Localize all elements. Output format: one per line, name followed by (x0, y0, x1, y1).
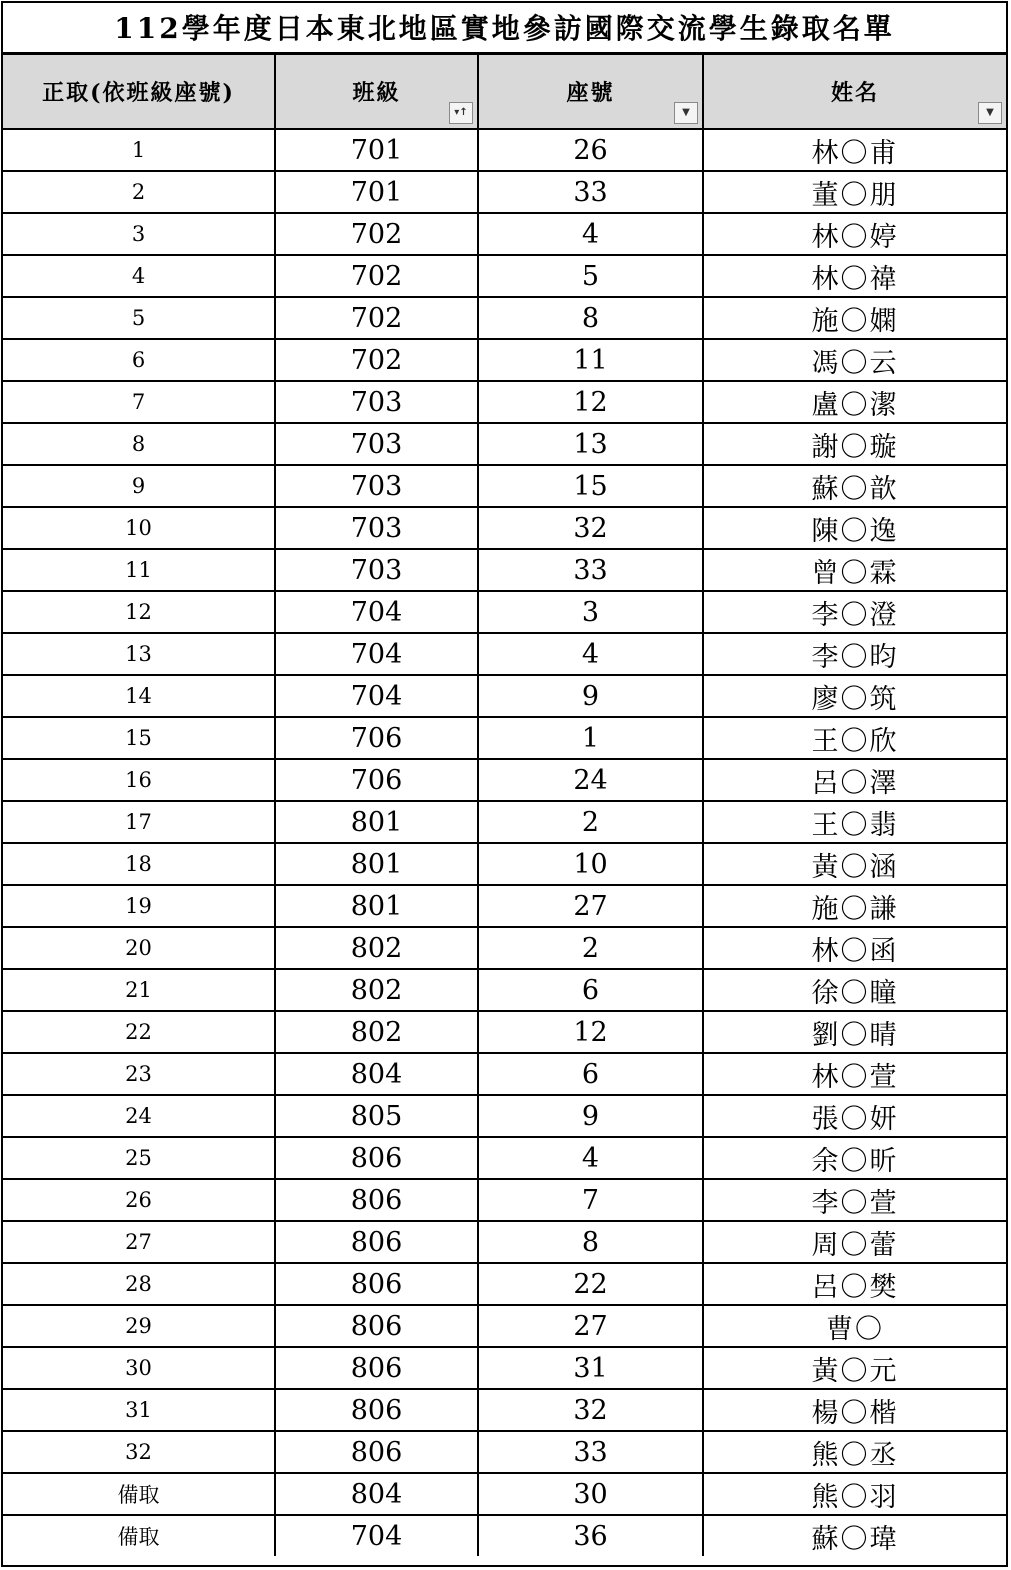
cell-order: 1 (3, 129, 275, 171)
table-row (3, 1053, 1006, 1095)
cell-order: 23 (3, 1053, 275, 1095)
cell-seat: 8 (478, 297, 703, 339)
cell-class: 702 (275, 297, 478, 339)
cell-seat: 11 (478, 339, 703, 381)
cell-name: 廖〇筑 (703, 675, 1006, 717)
cell-class: 805 (275, 1095, 478, 1137)
cell-order: 2 (3, 171, 275, 213)
cell-name: 蘇〇瑋 (703, 1515, 1006, 1556)
cell-order: 26 (3, 1179, 275, 1221)
cell-name: 馮〇云 (703, 339, 1006, 381)
cell-seat: 13 (478, 423, 703, 465)
cell-seat: 31 (478, 1347, 703, 1389)
cell-order: 12 (3, 591, 275, 633)
cell-class: 701 (275, 129, 478, 171)
cell-order: 15 (3, 717, 275, 759)
cell-name: 張〇妍 (703, 1095, 1006, 1137)
table-row (3, 1095, 1006, 1137)
cell-class: 706 (275, 759, 478, 801)
table-row (3, 633, 1006, 675)
cell-order: 3 (3, 213, 275, 255)
cell-name: 王〇欣 (703, 717, 1006, 759)
cell-name: 曹〇 (703, 1305, 1006, 1347)
cell-name: 林〇婷 (703, 213, 1006, 255)
header-label: 班級 (352, 80, 401, 106)
table-row (3, 1137, 1006, 1179)
table-row (3, 1389, 1006, 1431)
cell-class: 806 (275, 1263, 478, 1305)
cell-order: 備取 (3, 1515, 275, 1556)
cell-order: 16 (3, 759, 275, 801)
cell-name: 王〇翡 (703, 801, 1006, 843)
cell-name: 余〇昕 (703, 1137, 1006, 1179)
table-row (3, 129, 1006, 171)
cell-name: 熊〇丞 (703, 1431, 1006, 1473)
cell-seat: 15 (478, 465, 703, 507)
cell-order: 30 (3, 1347, 275, 1389)
cell-seat: 2 (478, 927, 703, 969)
cell-seat: 27 (478, 885, 703, 927)
cell-seat: 26 (478, 129, 703, 171)
cell-order: 22 (3, 1011, 275, 1053)
cell-class: 704 (275, 633, 478, 675)
cell-seat: 32 (478, 507, 703, 549)
cell-seat: 32 (478, 1389, 703, 1431)
table-row (3, 759, 1006, 801)
cell-order: 24 (3, 1095, 275, 1137)
cell-class: 802 (275, 927, 478, 969)
cell-seat: 22 (478, 1263, 703, 1305)
table-row (3, 507, 1006, 549)
cell-seat: 6 (478, 1053, 703, 1095)
table-row (3, 171, 1006, 213)
table-row (3, 465, 1006, 507)
table-row (3, 1011, 1006, 1053)
table-row (3, 381, 1006, 423)
cell-name: 周〇蕾 (703, 1221, 1006, 1263)
cell-seat: 9 (478, 675, 703, 717)
cell-class: 706 (275, 717, 478, 759)
cell-order: 28 (3, 1263, 275, 1305)
cell-name: 董〇朋 (703, 171, 1006, 213)
cell-seat: 12 (478, 381, 703, 423)
cell-name: 李〇澄 (703, 591, 1006, 633)
cell-order: 10 (3, 507, 275, 549)
cell-order: 4 (3, 255, 275, 297)
header-row (3, 55, 1006, 129)
cell-name: 盧〇潔 (703, 381, 1006, 423)
table-row (3, 339, 1006, 381)
table-row (3, 1347, 1006, 1389)
cell-order: 19 (3, 885, 275, 927)
cell-name: 呂〇樊 (703, 1263, 1006, 1305)
cell-class: 704 (275, 675, 478, 717)
table-row (3, 1473, 1006, 1515)
cell-seat: 4 (478, 213, 703, 255)
cell-seat: 1 (478, 717, 703, 759)
header-label: 座號 (566, 80, 615, 106)
cell-class: 806 (275, 1221, 478, 1263)
table-row (3, 969, 1006, 1011)
table-row (3, 675, 1006, 717)
cell-name: 李〇萱 (703, 1179, 1006, 1221)
header-label: 姓名 (830, 80, 879, 106)
cell-name: 謝〇璇 (703, 423, 1006, 465)
table-row (3, 717, 1006, 759)
cell-name: 黃〇元 (703, 1347, 1006, 1389)
table-row (3, 1179, 1006, 1221)
table-row (3, 1263, 1006, 1305)
cell-class: 802 (275, 1011, 478, 1053)
filter-dropdown-icon[interactable]: ▼ (674, 102, 698, 124)
cell-class: 806 (275, 1347, 478, 1389)
cell-name: 熊〇羽 (703, 1473, 1006, 1515)
table-row (3, 1515, 1006, 1556)
cell-order: 8 (3, 423, 275, 465)
cell-seat: 9 (478, 1095, 703, 1137)
sort-filter-icon[interactable]: ▾↑ (449, 102, 473, 124)
cell-seat: 27 (478, 1305, 703, 1347)
cell-class: 806 (275, 1431, 478, 1473)
table-row (3, 213, 1006, 255)
cell-order: 6 (3, 339, 275, 381)
cell-class: 801 (275, 801, 478, 843)
cell-class: 806 (275, 1137, 478, 1179)
cell-seat: 2 (478, 801, 703, 843)
cell-name: 呂〇澤 (703, 759, 1006, 801)
cell-class: 702 (275, 255, 478, 297)
cell-seat: 33 (478, 171, 703, 213)
cell-class: 703 (275, 381, 478, 423)
cell-class: 806 (275, 1179, 478, 1221)
cell-order: 21 (3, 969, 275, 1011)
cell-order: 7 (3, 381, 275, 423)
cell-name: 施〇謙 (703, 885, 1006, 927)
cell-order: 11 (3, 549, 275, 591)
table-row (3, 927, 1006, 969)
roster-sheet (1, 1, 1008, 1567)
cell-name: 劉〇晴 (703, 1011, 1006, 1053)
table-row (3, 1221, 1006, 1263)
cell-seat: 30 (478, 1473, 703, 1515)
table-row (3, 843, 1006, 885)
cell-class: 703 (275, 507, 478, 549)
cell-class: 703 (275, 423, 478, 465)
cell-order: 9 (3, 465, 275, 507)
table-row (3, 423, 1006, 465)
cell-order: 14 (3, 675, 275, 717)
cell-seat: 12 (478, 1011, 703, 1053)
cell-seat: 10 (478, 843, 703, 885)
cell-seat: 7 (478, 1179, 703, 1221)
cell-name: 林〇萱 (703, 1053, 1006, 1095)
cell-seat: 6 (478, 969, 703, 1011)
table-row (3, 801, 1006, 843)
table-row (3, 549, 1006, 591)
cell-name: 黃〇涵 (703, 843, 1006, 885)
cell-order: 13 (3, 633, 275, 675)
cell-seat: 33 (478, 549, 703, 591)
cell-order: 18 (3, 843, 275, 885)
cell-seat: 36 (478, 1515, 703, 1556)
cell-order: 29 (3, 1305, 275, 1347)
cell-order: 5 (3, 297, 275, 339)
cell-class: 702 (275, 213, 478, 255)
cell-class: 701 (275, 171, 478, 213)
cell-seat: 3 (478, 591, 703, 633)
cell-name: 林〇函 (703, 927, 1006, 969)
cell-class: 802 (275, 969, 478, 1011)
cell-seat: 4 (478, 633, 703, 675)
table-row (3, 885, 1006, 927)
cell-class: 804 (275, 1053, 478, 1095)
cell-class: 806 (275, 1389, 478, 1431)
header-admission-order (3, 55, 275, 129)
header-class (275, 55, 478, 129)
header-label: 正取(依班級座號) (42, 80, 235, 106)
table-row (3, 255, 1006, 297)
cell-class: 704 (275, 1515, 478, 1556)
cell-order: 20 (3, 927, 275, 969)
cell-seat: 8 (478, 1221, 703, 1263)
cell-order: 備取 (3, 1473, 275, 1515)
cell-order: 17 (3, 801, 275, 843)
cell-name: 施〇嫻 (703, 297, 1006, 339)
cell-seat: 4 (478, 1137, 703, 1179)
header-name (703, 55, 1006, 129)
filter-dropdown-icon[interactable]: ▼ (978, 102, 1002, 124)
cell-class: 801 (275, 885, 478, 927)
cell-class: 801 (275, 843, 478, 885)
cell-class: 806 (275, 1305, 478, 1347)
table-row (3, 1431, 1006, 1473)
header-seat (478, 55, 703, 129)
cell-class: 703 (275, 549, 478, 591)
cell-name: 林〇禕 (703, 255, 1006, 297)
cell-order: 32 (3, 1431, 275, 1473)
cell-name: 楊〇楷 (703, 1389, 1006, 1431)
cell-seat: 5 (478, 255, 703, 297)
table-row (3, 297, 1006, 339)
cell-order: 27 (3, 1221, 275, 1263)
cell-class: 804 (275, 1473, 478, 1515)
cell-seat: 33 (478, 1431, 703, 1473)
page-title: 112學年度日本東北地區實地參訪國際交流學生錄取名單 (3, 3, 1006, 55)
cell-name: 蘇〇歆 (703, 465, 1006, 507)
cell-name: 陳〇逸 (703, 507, 1006, 549)
cell-name: 李〇昀 (703, 633, 1006, 675)
cell-seat: 24 (478, 759, 703, 801)
cell-class: 703 (275, 465, 478, 507)
cell-order: 31 (3, 1389, 275, 1431)
cell-order: 25 (3, 1137, 275, 1179)
table-row (3, 591, 1006, 633)
table-row (3, 1305, 1006, 1347)
cell-name: 林〇甫 (703, 129, 1006, 171)
cell-class: 704 (275, 591, 478, 633)
cell-name: 徐〇瞳 (703, 969, 1006, 1011)
roster-table (3, 55, 1006, 1556)
cell-class: 702 (275, 339, 478, 381)
cell-name: 曾〇霖 (703, 549, 1006, 591)
